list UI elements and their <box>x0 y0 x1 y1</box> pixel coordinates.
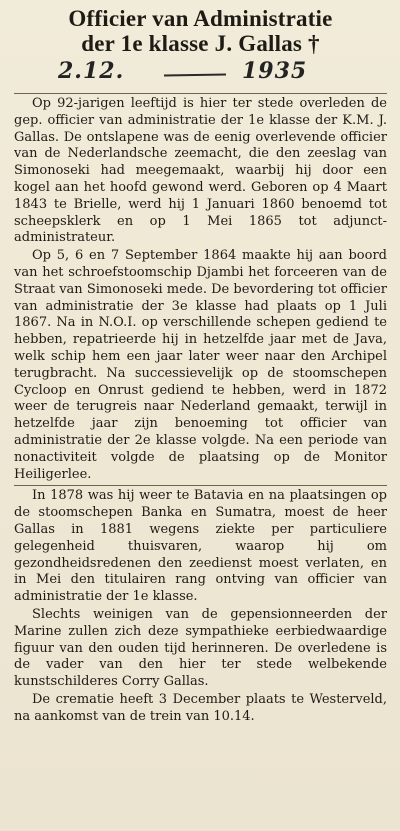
paragraph-2: Op 5, 6 en 7 September 1864 maakte hij aan boord van het schroefstoomschip Djambi het forceeren van de Straat van Simonoseki mede. De bevordering tot officier van administratie der 3e klasse had plaats op 1 Juli 1867. Na in N.O.I. op verschillende schepen gediend te hebben, repatrieerde hij in hetzelfde jaar met de Java, welk schip hem een jaar later weer naar den Archipel terugbracht. Na successievelijk op de stoomschepen Cycloop en Onrust gediend te hebben, werd in 1872 weer de terugreis naar Nederland gemaakt, terwijl in hetzelfde jaar zijn benoeming tot officier van administratie der 2e klasse volgde. Na een periode van nonactiviteit volgde de plaatsing op de Monitor Heiligerlee. <box>14 248 387 482</box>
handwritten-dash <box>164 73 226 76</box>
paragraph-5: De crematie heeft 3 December plaats te Westerveld, na aankomst van de trein van 10.14. <box>14 691 387 724</box>
article-body <box>14 96 387 725</box>
paragraph-3: In 1878 was hij weer te Batavia en na plaatsingen op de stoomschepen Banka en Sumatra, moest de heer Gallas in 1881 wegens ziekte per particuliere gelegenheid thuisvaren, waarop hij om gezondheidsredenen den zeedienst moest verlaten, en in Mei den titulairen rang ontving van officier van administratie der 1e klasse. <box>14 488 387 605</box>
paragraph-divider <box>14 485 387 486</box>
headline <box>14 6 387 56</box>
top-rule <box>14 93 387 94</box>
handwritten-date-year: 1935 <box>242 58 308 84</box>
headline-line-1: Officier van Administratie <box>68 6 333 31</box>
headline-line-2: der 1e klasse J. Gallas † <box>81 31 320 56</box>
handwritten-date <box>14 58 387 88</box>
paragraph-1: Op 92-jarigen leeftijd is hier ter stede overleden de gep. officier van administratie der 1e klasse der K.M. J. Gallas. De ontslapene was de eenig overlevende officier van de Nederlandsche zeemacht, die den zeeslag van Simonoseki had meegemaakt, waarbij hij door een kogel aan het hoofd gewond werd. Geboren op 4 Maart 1843 te Brielle, werd hij 1 Januari 1860 benoemd tot scheepsklerk en op 1 Mei 1865 tot adjunct-administrateur. <box>14 96 387 246</box>
handwritten-date-day-month: 2.12. <box>58 58 125 84</box>
paragraph-4: Slechts weinigen van de gepensionneerden der Marine zullen zich deze sympathieke eerbiedwaardige figuur van den ouden tijd herinneren. De overledene is de vader van den hier ter stede welbekende kunstschilderes Corry Gallas. <box>14 606 387 690</box>
